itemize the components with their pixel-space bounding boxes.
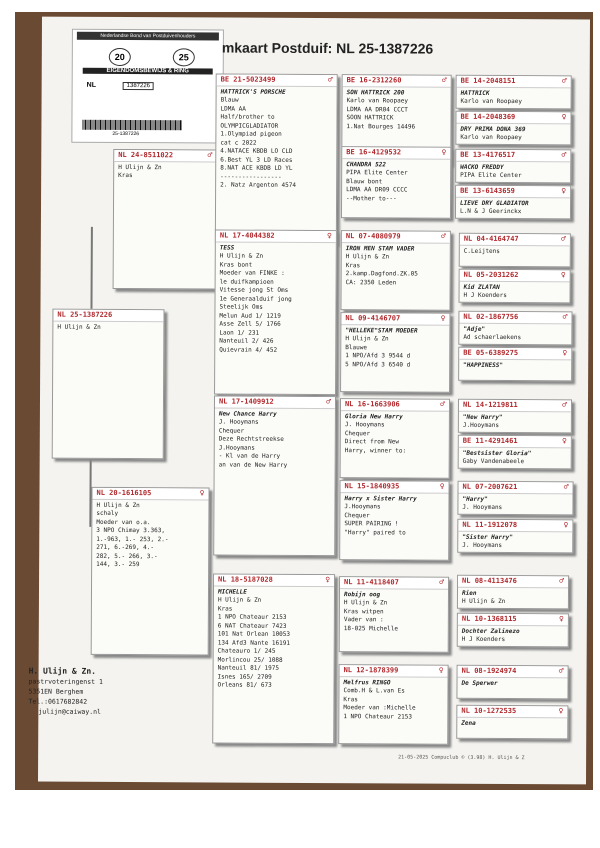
ring-label: NL 11-1912078 <box>462 520 518 530</box>
card-line: Blauw <box>220 96 239 104</box>
card-header <box>340 665 448 677</box>
sex-icon: ♀ <box>561 436 567 446</box>
sex-icon: ♀ <box>559 614 564 624</box>
card-line: H Ulijn & Zn <box>57 323 101 331</box>
card-line: ----------------- <box>220 173 282 181</box>
card-line: 8.NAT ACE KBDB LD YL <box>220 164 293 172</box>
card-line: 101 Nat Orlean 10053 <box>217 630 291 638</box>
pedigree-card <box>458 435 572 470</box>
card-line: H Ulijn & Zn <box>345 253 390 261</box>
card-line: "Harry" <box>462 495 488 503</box>
card-line: 2. Natz Argenton 4574 <box>220 181 297 189</box>
card-line: OLYMPICGLADIATOR <box>220 122 279 130</box>
ring-label: BE 14-2048369 <box>460 112 516 122</box>
sex-icon: ♀ <box>561 112 567 122</box>
sex-icon: ♀ <box>562 348 568 358</box>
pedigree-card <box>340 230 450 311</box>
card-line: 2.kamp.Dagfond.ZK.05 <box>345 270 418 278</box>
card-line: Blauw bont <box>346 177 383 185</box>
card-header <box>459 312 571 324</box>
card-line: MICHELLE <box>217 588 247 596</box>
card-line: 1e Generaalduif jong <box>219 295 292 303</box>
card-line: Kras <box>343 695 358 703</box>
card-line: Isnes 165/ 2709 <box>217 672 272 681</box>
pedigree-card <box>455 111 571 146</box>
card-line: Karlo van Roopaey <box>460 133 522 142</box>
card-line: 5 NPO/Afd 3 6540 d <box>345 360 411 369</box>
pedigree-card <box>213 395 336 556</box>
card-line: Laon 1/ 231 <box>219 329 260 337</box>
card-line: Orleans 81/ 673 <box>217 681 272 689</box>
ring-label: BE 13-4176517 <box>460 150 516 160</box>
card-line: LDMA AA DR04 CCCT <box>346 105 408 113</box>
card-line: 144, 3.- 259 <box>96 560 140 569</box>
card-line: Direct from New <box>344 438 399 446</box>
ring-label: BE 11-4291461 <box>462 436 518 446</box>
ring-label: NL 08-1924974 <box>461 666 517 676</box>
ring-label: NL 20-1616105 <box>96 488 152 498</box>
sex-icon: ♀ <box>199 488 205 498</box>
card-line: J.Hooymans <box>462 421 500 429</box>
card-line: Ad schaerlaekens <box>463 333 522 342</box>
ring-label: NL 18-5187028 <box>218 575 273 584</box>
card-line: Blauwe <box>345 343 367 351</box>
card-line: 6 NAT Chateaur 7423 <box>217 621 287 630</box>
card-header <box>341 399 449 411</box>
ring-label: NL 10-1272535 <box>461 706 517 716</box>
card-line: Karlo van Roopaey <box>346 97 409 105</box>
pedigree-card <box>212 573 335 744</box>
card-line: Rien <box>461 589 477 597</box>
sex-icon: ♂ <box>561 150 567 160</box>
card-line: Vader van : <box>343 616 384 624</box>
card-line: LDMA AA <box>220 105 246 113</box>
card-line: Nanteuil 2/ 426 <box>219 337 274 345</box>
card-header <box>342 147 450 159</box>
card-line: "HAPPINESS" <box>463 361 503 369</box>
card-line: Kras witpen <box>343 607 384 615</box>
page-title: mkaart Postduif: NL 25-1387226 <box>221 39 434 57</box>
pedigree-card <box>459 269 571 304</box>
card-line: Kras <box>345 261 361 269</box>
ring-label: NL 17-4044382 <box>219 231 275 240</box>
card-header <box>459 436 571 448</box>
card-header <box>456 186 570 198</box>
sex-icon: ♀ <box>327 231 332 241</box>
card-line: Robijn oog <box>343 590 381 598</box>
owner-name: H. Ulijn & Zn. <box>28 666 97 676</box>
card-line: Chateauro 1/ 245 <box>217 647 276 655</box>
card-header <box>458 666 568 678</box>
card-line: 6.Best YL 3 LD Races <box>220 156 293 164</box>
sex-icon: ♂ <box>326 397 332 407</box>
pedigree-card <box>215 73 338 244</box>
card-line: CHANDRA 522 <box>346 160 387 168</box>
sex-icon: ♂ <box>559 576 565 586</box>
card-line: PIPA Elite Center <box>346 169 408 177</box>
ring-label: NL 04-4164747 <box>463 234 519 244</box>
card-line: H J Koenders <box>461 635 506 644</box>
card-line: Moeder van :Michelle <box>343 704 416 712</box>
sex-icon: ♂ <box>439 577 445 587</box>
card-line: H Ulijn & Zn <box>219 252 264 260</box>
card-header <box>114 150 216 162</box>
ring-label: NL 11-4118407 <box>344 578 399 587</box>
card-header <box>53 310 163 322</box>
ring-label: NL 24-8511022 <box>118 150 174 160</box>
pedigree-card <box>52 309 165 460</box>
card-line: TESS <box>219 244 235 252</box>
card-line: H Ulijn & Zn <box>96 501 140 509</box>
sex-icon: ♂ <box>563 482 569 492</box>
card-header <box>214 574 334 586</box>
card-line: J. Hooymans <box>218 418 259 426</box>
card-line: H Ulijn & Zn <box>461 597 506 606</box>
ring-label: BE 14-2048151 <box>460 76 516 86</box>
card-line: 134 Afd3 Nante 16191 <box>217 638 290 647</box>
card-line: Zena <box>461 719 476 727</box>
card-line: H Ulijn & Zn <box>118 163 162 171</box>
card-line: HATTRICK <box>460 89 490 97</box>
card-line: De Sperwer <box>461 679 498 687</box>
card-line: CA: 2350 Leden <box>345 278 397 286</box>
pedigree-card <box>459 233 571 268</box>
card-line: DRY PRIMA DONA 369 <box>460 125 526 133</box>
card-line: Morlincou 25/ 1088 <box>217 655 283 664</box>
card-line: Moeder van o.a. <box>96 518 151 526</box>
ring-label: NL 15-1840935 <box>344 482 400 491</box>
card-line: Chequer <box>344 429 371 437</box>
pedigree-card <box>91 487 210 656</box>
card-line: J. Hooymans <box>462 541 503 549</box>
owner-email: julijn@caiway.nl <box>38 707 102 716</box>
pedigree-card <box>456 665 568 700</box>
card-line: SON HATTRICK 200 <box>346 88 405 96</box>
certificate-header: Nederlandse Bond van Postduivenhouders <box>77 32 219 41</box>
card-line: an van de New Harry <box>218 461 288 469</box>
ring-label: NL 10-1368115 <box>461 614 517 624</box>
card-line: "HELLEKE"STAM MOEDER <box>345 326 418 335</box>
sex-icon: ♀ <box>438 665 444 675</box>
card-header <box>92 488 208 500</box>
pedigree-card <box>456 75 572 110</box>
card-line: Gloria New Harry <box>344 412 403 420</box>
owner-phone: Tel.:0617682842 <box>28 697 88 706</box>
ring-label: NL 07-4080979 <box>345 232 401 241</box>
owner-street: pastrvoteringenst 1 <box>28 677 103 686</box>
card-header <box>341 481 449 493</box>
ring-label: NL 14-1219811 <box>462 400 518 410</box>
sex-icon: ♂ <box>207 150 213 160</box>
card-header <box>456 112 570 124</box>
card-line: Melfrus RINGO <box>343 678 391 686</box>
ring-label: BE 21-5023499 <box>220 75 276 84</box>
sex-icon: ♀ <box>440 313 446 323</box>
ring-label: NL 12-1878399 <box>343 666 399 675</box>
pedigree-card <box>458 399 572 434</box>
sex-icon: ♂ <box>561 76 567 86</box>
card-header <box>458 520 572 532</box>
sex-icon: ♀ <box>439 481 445 491</box>
card-line: Half/brother to <box>220 113 275 121</box>
card-line: schaly <box>96 509 119 517</box>
card-line: J.Hooymans <box>218 444 255 452</box>
card-line: H Ulijn & Zn <box>345 335 389 343</box>
card-line: SOON HATTRICK <box>346 114 394 122</box>
card-header <box>343 75 451 87</box>
year-right: 25 <box>173 48 195 66</box>
card-line: SUPER PAIRING ! <box>344 520 399 528</box>
card-line: Melun Aud 1/ 1219 <box>219 312 281 320</box>
card-line: Harry x Sister Harry <box>344 494 417 503</box>
pedigree-card <box>457 575 569 610</box>
ring-label: NL 17-1409912 <box>218 397 274 406</box>
card-header <box>457 76 571 88</box>
card-line: New Chance Harry <box>218 410 277 418</box>
card-line: 1.-963, 1.- 253, 2.- <box>96 535 169 543</box>
card-header <box>341 313 449 325</box>
card-header <box>460 234 570 246</box>
owner-city: 5351EN Berghem <box>28 687 84 696</box>
ring-label: NL 16-1663906 <box>344 400 400 409</box>
pedigree-card <box>455 149 571 184</box>
pedigree-card <box>339 576 449 653</box>
pedigree-sheet <box>28 17 590 785</box>
card-line: Deze Rechtstreekse <box>218 435 284 443</box>
year-left: 20 <box>109 48 131 66</box>
card-line: "Sister Harry" <box>462 533 513 541</box>
sex-icon: ♂ <box>558 666 564 676</box>
card-line: 1.Olympiad pigeon <box>220 130 282 138</box>
card-line: C.Leijtens <box>463 247 500 255</box>
ring-label: NL 07-2007621 <box>462 482 518 492</box>
card-line: J. Hooymans <box>462 503 503 511</box>
footer: 21-05-2025 Compuclub © (3.98) H. Ulijn & Z <box>398 754 525 762</box>
card-line: Nanteuil 81/ 1975 <box>217 664 280 672</box>
card-line: J.Hooymans <box>344 503 381 511</box>
pedigree-card <box>457 613 569 648</box>
pedigree-card <box>113 149 218 290</box>
card-line: Kras <box>118 171 133 180</box>
card-line: LDMA AA DR09 CCCC <box>346 186 408 194</box>
pedigree-card <box>456 705 568 740</box>
sex-icon: ♀ <box>558 706 564 716</box>
card-header <box>459 348 571 360</box>
card-header <box>457 706 567 718</box>
card-line: HATTRICK'S PORSCHE <box>220 88 286 96</box>
card-line: --Mother to--- <box>346 194 397 202</box>
card-header <box>217 74 337 86</box>
card-line: H Ulijn & Zn <box>343 599 388 607</box>
pedigree-card <box>338 664 448 745</box>
sex-icon: ♂ <box>441 231 446 241</box>
card-line: WACKO FREDDY <box>460 163 504 171</box>
sex-icon: ♂ <box>327 75 333 85</box>
ring-label: NL 09-4146707 <box>345 314 401 323</box>
card-header <box>459 400 571 412</box>
certificate-banner: EIGENDOMSBEWIJS & RING <box>83 68 213 75</box>
ring-label: BE 13-6143659 <box>460 186 515 196</box>
ring-label: NL 05-2031262 <box>463 270 519 280</box>
card-header <box>340 577 448 589</box>
card-line: 3 NPO Chimay 3.363, <box>96 526 165 535</box>
card-header <box>216 230 336 242</box>
card-line: Moeder van FINKE : <box>219 269 285 277</box>
card-line: 1 NPO Chateaur 2153 <box>217 613 287 621</box>
card-line: 4.NATACE KBDB LO CLD <box>220 147 293 155</box>
card-header <box>458 576 568 588</box>
ring-label: BE 16-4129532 <box>346 148 402 157</box>
card-line: Asse Zell 5/ 1766 <box>219 320 281 328</box>
country-code: NL <box>86 81 97 89</box>
card-line: Steelijk Oms <box>219 303 263 311</box>
ring-label: BE 16-2312260 <box>346 76 402 85</box>
sex-icon: ♂ <box>441 75 447 85</box>
ring-label: BE 05-6389275 <box>463 348 519 358</box>
card-line: L.N & J Geerinckx <box>459 207 522 216</box>
sex-icon: ♂ <box>562 312 568 322</box>
card-line: Chequer <box>344 511 370 519</box>
ring-label: NL 02-1867756 <box>463 312 519 322</box>
card-line: H J Koenders <box>463 291 507 300</box>
card-line: PIPA Elite Center <box>460 171 522 180</box>
card-line: Gaby Vandenabeele <box>462 457 525 466</box>
pedigree-card <box>341 146 451 219</box>
card-line: Harry, winner to: <box>344 446 407 454</box>
card-header <box>215 396 335 408</box>
sex-icon: ♀ <box>441 147 447 157</box>
card-line: cat c 2022 <box>220 139 257 147</box>
sex-icon: ♀ <box>561 186 567 196</box>
card-line: "Bestsister Gloria" <box>462 449 532 457</box>
pedigree-card <box>214 229 337 395</box>
card-line: Quievrain 4/ 452 <box>219 346 278 354</box>
card-line: 1 NPO Chateaur 2153 <box>343 712 413 721</box>
ring-number: 1387226 <box>123 82 154 90</box>
pedigree-card <box>339 480 449 561</box>
card-line: Comb.H & L.van Es <box>343 687 405 695</box>
card-header <box>459 482 573 494</box>
pedigree-card <box>458 347 572 382</box>
card-line: "New Harry" <box>462 413 503 421</box>
sex-icon: ♂ <box>560 234 566 244</box>
barcode <box>82 120 182 131</box>
card-line: 1 NPO/Afd 3 9544 d <box>345 352 411 360</box>
card-line: - Kl van de Harry <box>218 452 281 460</box>
card-line: Kid ZLATAN <box>463 283 500 291</box>
card-line: "Harry" paired to <box>344 528 406 536</box>
card-line: IRON MEN STAM VADER <box>345 244 415 253</box>
card-header <box>342 231 450 243</box>
card-line: "Adje" <box>463 325 486 333</box>
card-line: 282, 5.- 266, 3.- <box>96 552 158 560</box>
sex-icon: ♀ <box>563 520 569 530</box>
card-line: Karlo van Roopaey <box>460 97 523 106</box>
pedigree-card <box>458 311 572 346</box>
card-line: 1.Nat Bourges 14496 <box>346 122 416 131</box>
ring-label: NL 25-1387226 <box>57 310 113 319</box>
card-line: 271, 6.-269, 4.- <box>96 543 155 552</box>
pedigree-card <box>457 519 573 554</box>
card-line: J. Hooymans <box>344 421 385 429</box>
card-header <box>456 150 570 162</box>
sex-icon: ♂ <box>562 400 568 410</box>
pedigree-card <box>457 481 573 516</box>
card-line: H Ulijn & Zn <box>217 596 262 604</box>
card-line: Kras <box>217 604 233 613</box>
card-line: 18-025 Michelle <box>343 624 399 632</box>
card-header <box>458 614 568 626</box>
barcode-text: 25-1387226 <box>112 130 140 138</box>
sex-icon: ♀ <box>325 575 331 585</box>
card-line: Kras bont <box>219 261 253 269</box>
card-line: LIEVE DRY GLADIATOR <box>460 199 529 207</box>
card-line: Dochter Zalinezo <box>461 627 520 635</box>
card-line: le duifkampioen <box>219 278 274 286</box>
card-line: Vitesse jong St Oms <box>219 286 289 294</box>
sex-icon: ♀ <box>560 270 566 280</box>
ring-label: NL 08-4113476 <box>462 576 517 586</box>
owner-block <box>28 667 103 717</box>
sex-icon: ♂ <box>440 399 446 409</box>
card-header <box>460 270 570 282</box>
card-line: Chequer <box>218 427 245 435</box>
pedigree-card <box>455 185 571 220</box>
pedigree-card <box>340 312 450 393</box>
ownership-certificate <box>71 29 224 144</box>
pedigree-card <box>340 398 450 479</box>
